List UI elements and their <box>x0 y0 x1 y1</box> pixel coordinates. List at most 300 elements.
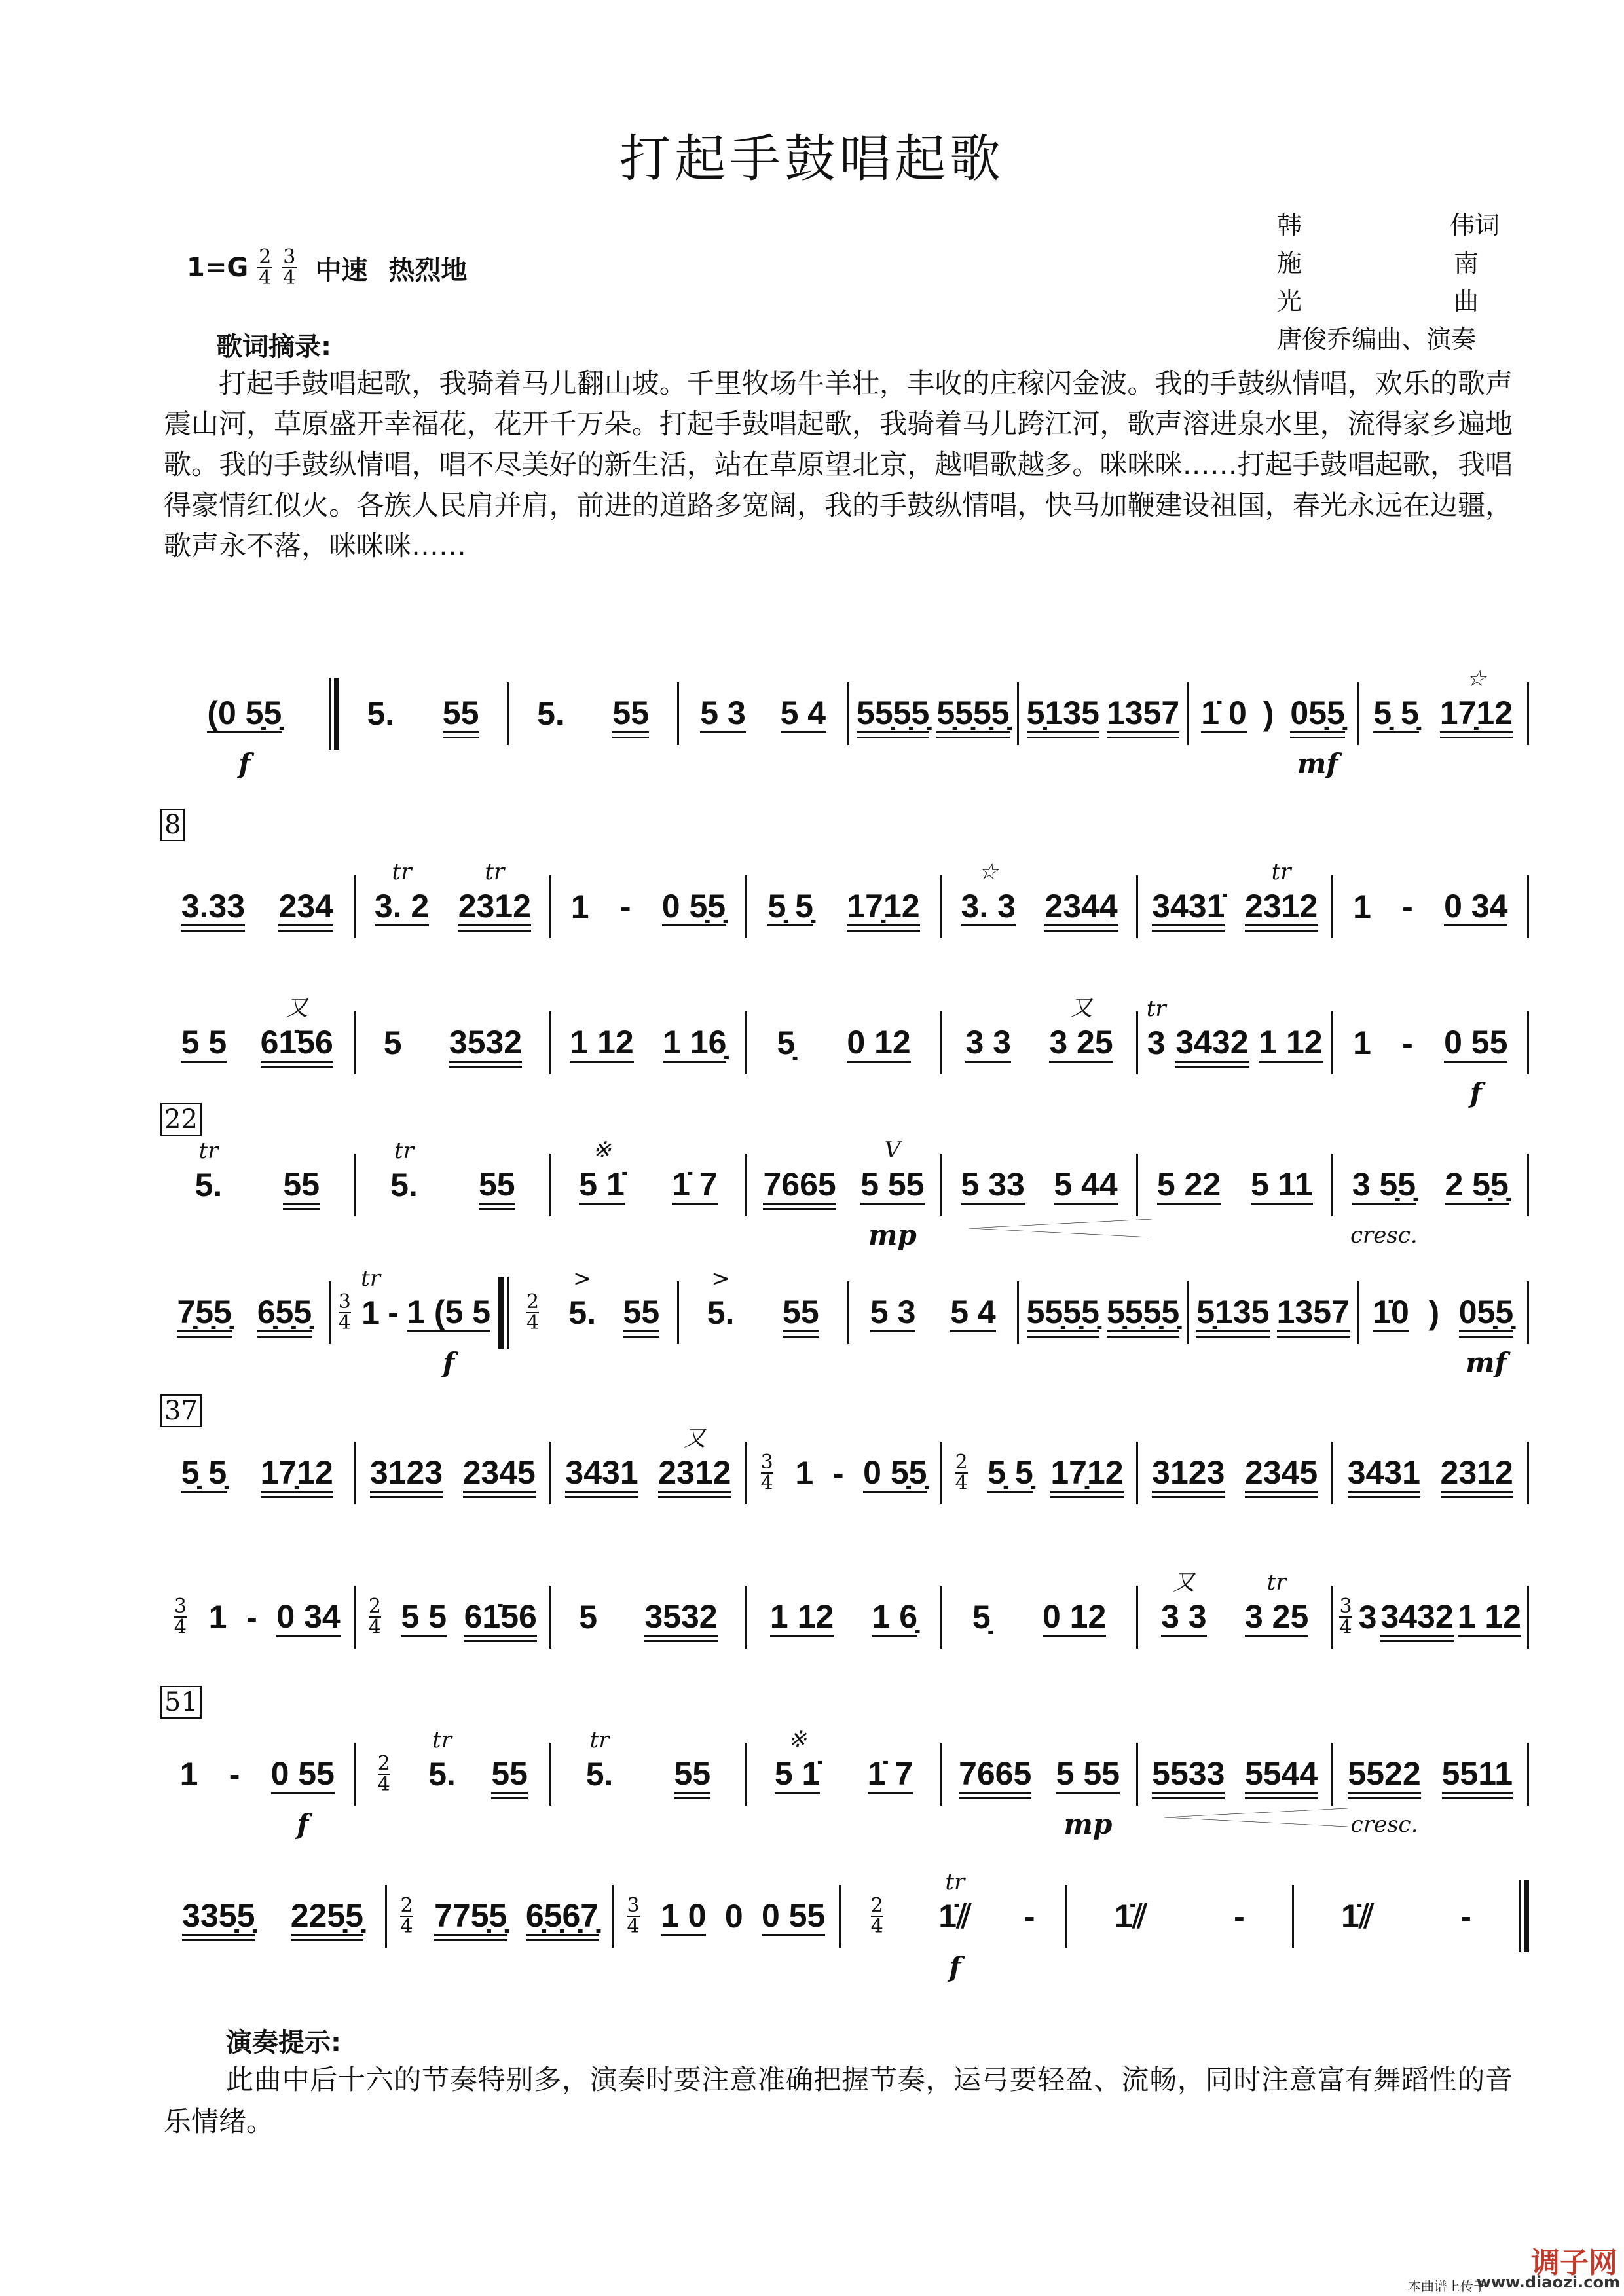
note-group <box>662 888 726 926</box>
time-signature-2 <box>282 247 297 288</box>
ornament-mark: 又 <box>1070 994 1093 1021</box>
notes: 2312 <box>658 1453 731 1491</box>
note-group <box>565 1454 638 1493</box>
barline <box>1527 1011 1529 1074</box>
measure <box>942 1146 1136 1224</box>
note-group <box>390 1138 418 1203</box>
notes: 0 34 <box>1444 887 1508 924</box>
note-group <box>936 695 1009 733</box>
note-group <box>857 695 929 733</box>
note-group <box>384 1025 402 1061</box>
note-group <box>1244 1569 1309 1637</box>
dynamic-mark: f <box>297 1808 309 1840</box>
notes: 0 <box>724 1898 743 1935</box>
measure <box>942 994 1136 1082</box>
notes: 1̇⫽ <box>1114 1898 1147 1935</box>
ts-num: 2 <box>870 1894 883 1917</box>
notes: 1357 <box>1106 694 1180 731</box>
dynamic-mark: cresc. <box>1350 1811 1418 1838</box>
note-group <box>1152 1755 1225 1794</box>
notes: 2344 <box>1044 887 1118 924</box>
note-group <box>763 1166 836 1205</box>
dynamic-mark: mp <box>1063 1808 1113 1840</box>
score-line <box>160 665 1529 780</box>
note-group <box>1402 888 1413 925</box>
notes: 5̣135 <box>1196 1293 1270 1330</box>
notes: 3431 <box>565 1453 638 1491</box>
measure <box>1138 1569 1332 1656</box>
note-group <box>428 1727 456 1793</box>
measure <box>1333 1578 1527 1656</box>
ts-den: 4 <box>283 266 296 289</box>
notes: 5. <box>367 695 395 732</box>
notes: 1357 <box>1276 1293 1350 1330</box>
score-line <box>160 1869 1529 1983</box>
notes: 61̇56 <box>464 1597 537 1635</box>
ts-den: 4 <box>760 1472 773 1495</box>
ts-num: 2 <box>526 1290 540 1313</box>
note-group <box>938 1869 972 1983</box>
notes: 3431 <box>1347 1453 1420 1491</box>
notes: 5 11 <box>1250 1165 1313 1203</box>
notes: 3 25 <box>1244 1597 1309 1635</box>
notes: (0 5̣5̣ <box>207 694 282 731</box>
ts-num: 3 <box>1339 1595 1352 1618</box>
note-group <box>1444 888 1507 926</box>
ts-den: 4 <box>377 1773 390 1796</box>
ts-den: 4 <box>400 1915 413 1938</box>
notes: 0 55 <box>1444 1023 1508 1061</box>
notes: 5̣ 5̣ <box>987 1453 1033 1491</box>
note-group <box>658 1425 731 1493</box>
measure <box>942 1578 1136 1656</box>
notes: 6̣5̣5̣ <box>257 1293 312 1330</box>
notes: 55̣5̣5̣ <box>1026 1293 1099 1330</box>
notes: - <box>1234 1898 1245 1935</box>
note-group <box>278 888 333 926</box>
ts-den: 4 <box>955 1472 968 1495</box>
note-group <box>1115 1898 1147 1935</box>
note-group <box>1244 858 1318 926</box>
notes: 1 <box>179 1756 198 1793</box>
notes: 3 25 <box>1049 1023 1113 1061</box>
dynamic-mark: f <box>1469 1076 1482 1109</box>
dynamic-mark: f <box>443 1346 455 1379</box>
note-group <box>868 1755 913 1794</box>
note-group <box>257 1294 312 1332</box>
notes: 55 <box>674 1755 711 1792</box>
note-group <box>276 1598 340 1637</box>
note-group <box>1277 1294 1350 1332</box>
note-group <box>1259 1024 1322 1063</box>
measure <box>1138 1434 1332 1512</box>
note-group <box>1056 1755 1120 1840</box>
ornament-mark: > <box>711 1266 730 1292</box>
notes: 5̣ 5̣ <box>767 887 813 924</box>
measure <box>747 1004 941 1082</box>
watermark-url: www.diaozi.com <box>1476 2273 1620 2291</box>
notes: - <box>229 1756 240 1793</box>
rehearsal-mark: 37 <box>160 1394 202 1427</box>
note-group <box>361 1266 381 1331</box>
notes: 5. <box>707 1294 735 1331</box>
notes: 55 <box>783 1293 819 1330</box>
note-group <box>1049 994 1113 1063</box>
dynamic-mark: mp <box>868 1218 917 1251</box>
time-signature <box>871 1896 883 1937</box>
note-group <box>774 1726 821 1794</box>
note-group <box>283 1166 320 1205</box>
notes: 1 <box>1353 1025 1371 1061</box>
ts-den: 4 <box>870 1915 883 1938</box>
notes: 3431̇ <box>1152 887 1225 924</box>
rep-end-barline <box>498 1277 509 1349</box>
note-group <box>1027 1294 1099 1332</box>
note-group <box>1157 1166 1221 1205</box>
measure <box>1138 858 1332 946</box>
notes: 5544 <box>1244 1755 1318 1792</box>
notes: - <box>388 1294 399 1331</box>
barline <box>1527 1743 1529 1806</box>
notes: - <box>246 1599 257 1635</box>
notes: 1 (5 5 <box>407 1293 491 1330</box>
notes: 3 <box>1147 1025 1166 1061</box>
notes: 55 <box>478 1165 515 1203</box>
crescendo-hairpin <box>969 1219 1152 1237</box>
notes: 1 <box>208 1599 227 1635</box>
notes: 2312 <box>1244 887 1318 924</box>
ornament-mark: 又 <box>1172 1569 1195 1595</box>
note-group <box>1348 1454 1420 1493</box>
measure <box>1019 674 1187 753</box>
notes: 3 <box>1358 1599 1377 1635</box>
measure <box>1189 674 1357 780</box>
notes: 7665 <box>763 1165 836 1203</box>
notes: 3 3 <box>965 1023 1011 1061</box>
note-group <box>181 1024 227 1063</box>
note-group <box>770 1598 834 1637</box>
note-group <box>725 1898 743 1935</box>
note-group <box>987 1454 1033 1493</box>
notes: 225̣5̣ <box>290 1897 363 1934</box>
measure <box>1359 665 1527 753</box>
performance-tips-label: 演奏提示: <box>226 2028 341 2058</box>
measure <box>356 858 550 946</box>
credit-name: 韩 <box>1277 211 1302 240</box>
note-group <box>194 1138 223 1203</box>
ts-num: 2 <box>955 1451 968 1474</box>
measure <box>1333 1146 1527 1248</box>
notes: 17̣12 <box>260 1453 333 1491</box>
dynamic-mark: cresc. <box>1350 1222 1418 1248</box>
time-signature <box>339 1292 351 1333</box>
note-group <box>1146 996 1166 1061</box>
notes: 3432 <box>1175 1023 1249 1061</box>
note-group <box>620 888 631 925</box>
ts-num: 2 <box>368 1595 381 1618</box>
note-group <box>1251 1166 1313 1205</box>
ornament-mark: ※ <box>592 1137 612 1163</box>
note-group <box>463 1454 536 1493</box>
note-group <box>777 1025 795 1061</box>
time-signature <box>378 1754 390 1795</box>
notes: 05̣5̣ <box>1458 1293 1514 1330</box>
note-group <box>464 1598 537 1637</box>
notes: 5 44 <box>1054 1165 1118 1203</box>
notes: 1 <box>795 1455 814 1491</box>
note-group <box>270 1755 335 1840</box>
note-group <box>1043 1598 1106 1637</box>
notes: 61̇56 <box>260 1023 333 1061</box>
barline <box>1527 875 1529 938</box>
time-signature <box>761 1453 773 1493</box>
measure <box>387 1877 612 1956</box>
page-title: 打起手鼓唱起歌 <box>619 130 1005 189</box>
note-group <box>374 858 430 926</box>
score-line <box>160 858 1529 946</box>
notes: 55 <box>491 1755 528 1792</box>
measure <box>509 674 677 753</box>
notes: 0 55 <box>270 1755 335 1792</box>
notes: 5 5 <box>181 1023 227 1061</box>
measure <box>1067 1877 1292 1956</box>
note-group <box>388 1294 399 1331</box>
lyrics-label: 歌词摘录: <box>216 332 331 362</box>
ts-num: 2 <box>400 1894 413 1917</box>
notes: - <box>1024 1898 1035 1935</box>
note-group <box>579 1599 597 1635</box>
note-group <box>972 1599 991 1635</box>
notes: 1̇⫽ <box>938 1898 972 1935</box>
measure <box>1189 1273 1357 1352</box>
note-group <box>965 1024 1011 1063</box>
notes: 3. 2 <box>374 887 430 924</box>
score-line <box>160 1425 1529 1512</box>
notes: 5. <box>537 695 564 732</box>
measure <box>356 1727 550 1813</box>
notes: 3532 <box>449 1023 523 1061</box>
notes: 1 12 <box>1259 1023 1323 1061</box>
note-group <box>291 1897 363 1936</box>
measure <box>356 1578 550 1656</box>
measure <box>339 674 507 753</box>
composer <box>1277 244 1500 320</box>
note-group <box>568 1266 597 1331</box>
measure <box>160 867 354 946</box>
note-group <box>644 1598 717 1637</box>
notes: 55̣5̣5̣ <box>857 694 930 731</box>
tempo: 中速 <box>315 255 368 285</box>
measure <box>1019 1273 1187 1352</box>
measure <box>551 1727 745 1813</box>
expression: 热烈地 <box>388 255 468 285</box>
notes: 3 5̣5̣ <box>1352 1165 1416 1203</box>
ornament-mark: ☆ <box>1466 665 1486 692</box>
score-line <box>160 994 1529 1109</box>
measure <box>747 1578 941 1656</box>
note-group <box>863 1454 927 1493</box>
notes: 2345 <box>462 1453 536 1491</box>
note-group <box>1341 1898 1374 1935</box>
note-group <box>860 1137 925 1251</box>
notes: 1 <box>361 1294 380 1331</box>
notes: 3 3 <box>1161 1597 1207 1635</box>
notes: 3123 <box>1152 1453 1225 1491</box>
notes: 5 4 <box>950 1293 996 1330</box>
notes: 2312 <box>458 887 531 924</box>
notes: 1 12 <box>769 1597 834 1635</box>
notes: 5 <box>383 1025 402 1061</box>
measure <box>160 1434 354 1512</box>
measure <box>747 867 941 946</box>
final-barline <box>1519 1880 1529 1952</box>
notes: 3123 <box>369 1453 443 1491</box>
time-signature <box>174 1597 187 1637</box>
watermark-upload: 本曲谱上传于 <box>1408 2278 1486 2294</box>
note-group <box>1460 1898 1471 1935</box>
note-group <box>1380 1598 1453 1637</box>
notes: 2345 <box>1244 1453 1318 1491</box>
notes: 5̣ 5̣ <box>181 1453 227 1491</box>
note-group <box>261 1454 333 1493</box>
dynamic-mark: f <box>238 747 251 780</box>
note-group <box>1245 1454 1318 1493</box>
notes: 1 12 <box>570 1023 634 1061</box>
measure <box>942 1434 1136 1512</box>
lyrics-text: 打起手鼓唱起歌，我骑着马儿翻山坡。千里牧场牛羊壮，丰收的庄稼闪金波。我的手鼓纵情唱，欢乐的歌声震山河，草原盛开幸福花，花开千万朵。打起手鼓唱起歌，我骑着马儿跨江河，歌声溶进泉水里，流得家乡遍地歌。我的手鼓纵情唱，唱不尽美好的新生活，站在草原望北京，越唱歌越多。咪咪咪……打起手鼓唱起歌，我唱得豪情红似火。各族人民肩并肩，前进的道路多宽阔，我的手鼓纵情唱，快马加鞭建设祖国，春光永远在边疆，歌声永不落，咪咪咪…… <box>164 367 1513 562</box>
note-group <box>795 1455 813 1491</box>
time-signature-1 <box>257 247 272 288</box>
notes: 05̣5̣ <box>1290 694 1345 731</box>
note-group <box>401 1598 447 1637</box>
note-group <box>1196 1294 1269 1332</box>
notes: 55 <box>623 1293 660 1330</box>
notes: 0 55 <box>761 1897 826 1934</box>
measure <box>849 674 1018 753</box>
note-group <box>1245 1755 1318 1794</box>
time-signature <box>526 1292 539 1333</box>
note-group <box>870 1294 916 1332</box>
measure <box>551 1137 745 1224</box>
note-group <box>526 1897 599 1936</box>
time-signature <box>400 1896 413 1937</box>
note-group <box>1353 888 1371 925</box>
notes: 6̣5̣6̣7̣ <box>525 1897 599 1934</box>
measure <box>1138 1735 1332 1813</box>
measure <box>614 1877 838 1956</box>
notes: 5 22 <box>1156 1165 1221 1203</box>
score-line <box>160 1569 1529 1656</box>
notes: 1 12 <box>1457 1597 1521 1635</box>
ornament-mark: 又 <box>683 1425 706 1451</box>
notes: 55 <box>442 694 479 731</box>
barline <box>1527 1586 1529 1649</box>
dynamic-mark: mf <box>1466 1346 1507 1379</box>
key-signature <box>187 247 467 288</box>
dynamic-mark: f <box>949 1951 961 1983</box>
credit-role: 南曲 <box>1454 249 1479 316</box>
crescendo-hairpin <box>1164 1808 1348 1827</box>
note-group <box>1350 1165 1418 1248</box>
note-group <box>767 888 813 926</box>
note-group <box>1442 1755 1513 1794</box>
measure <box>679 1266 847 1352</box>
notes: 5 <box>579 1599 598 1635</box>
note-group <box>260 994 333 1063</box>
notes: 5. <box>428 1756 456 1793</box>
note-group <box>1044 888 1117 926</box>
notes: 1 0 <box>660 1897 707 1934</box>
trill-mark: tr <box>198 1138 219 1164</box>
note-group <box>571 888 589 925</box>
note-group <box>623 1294 660 1332</box>
ts-num: 3 <box>338 1290 351 1313</box>
notes: - <box>1402 1025 1413 1061</box>
note-group <box>700 695 746 733</box>
measure <box>1138 996 1332 1082</box>
notes: 5 1̇ <box>774 1755 821 1792</box>
trill-mark: tr <box>589 1727 610 1753</box>
ts-num: 3 <box>760 1451 773 1474</box>
score-line <box>160 1137 1529 1251</box>
notes: 5 33 <box>961 1165 1025 1203</box>
note-group <box>570 1024 633 1063</box>
barline <box>1527 1154 1529 1216</box>
ornament-mark: > <box>573 1266 592 1292</box>
measure <box>551 867 745 946</box>
time-signature <box>627 1896 640 1937</box>
credit-role: 伟词 <box>1449 211 1500 240</box>
notes: 775̣5̣ <box>434 1897 507 1934</box>
watermark <box>1408 2239 1624 2296</box>
lyricist <box>1277 206 1500 244</box>
notes: 5̣ 5̣ <box>1373 694 1419 731</box>
note-group <box>1373 695 1419 733</box>
notes: 5 4 <box>780 694 826 731</box>
note-group <box>1050 1454 1123 1493</box>
note-group <box>209 1599 227 1635</box>
note-group <box>1024 1898 1035 1935</box>
notes: 5̣ <box>777 1025 796 1061</box>
barline <box>1527 1281 1529 1344</box>
measure <box>942 858 1136 946</box>
note-group <box>434 1897 507 1936</box>
rehearsal-mark: 8 <box>160 809 185 841</box>
note-group <box>367 695 394 732</box>
measure <box>356 1138 550 1224</box>
notes: 55 <box>612 694 650 731</box>
note-group <box>207 694 282 780</box>
ts-den: 4 <box>174 1616 187 1639</box>
note-group <box>1054 1166 1117 1205</box>
rep-start-barline <box>329 678 339 750</box>
measure <box>331 1266 499 1379</box>
note-group <box>537 695 564 732</box>
measure <box>160 1735 354 1840</box>
notes: 1 <box>1353 888 1371 925</box>
notes: 0 5̣5̣ <box>661 887 726 924</box>
note-group <box>1152 888 1225 926</box>
ornament-mark: 又 <box>286 994 308 1021</box>
note-group <box>1353 1025 1371 1061</box>
notes: 5̣5̣5̣5̣ <box>1106 1293 1180 1330</box>
note-group <box>1402 1025 1413 1061</box>
notes: - <box>619 888 631 925</box>
watermark-site: 调子网 <box>1531 2246 1617 2280</box>
score-line <box>160 1266 1529 1379</box>
time-signature <box>955 1453 968 1493</box>
notes: 1̇ 0 <box>1201 694 1247 731</box>
